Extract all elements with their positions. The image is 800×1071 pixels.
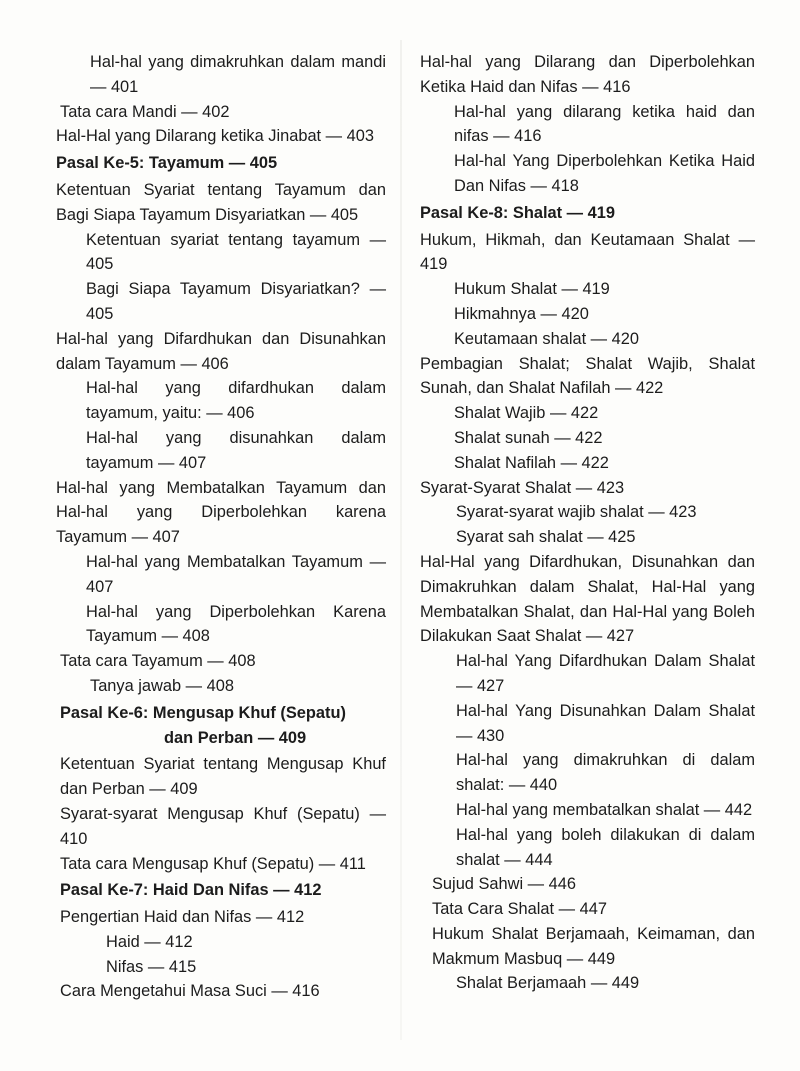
toc-entry: Hal-hal yang membatalkan shalat — 442 <box>456 800 753 819</box>
toc-entry: Shalat Nafilah — 422 <box>454 453 609 472</box>
toc-chapter-heading: Pasal Ke-8: Shalat — 419 <box>420 203 615 222</box>
toc-entry: Syarat sah shalat — 425 <box>456 528 636 547</box>
toc-entry: Pengertian Haid dan Nifas — 412 <box>60 908 305 927</box>
toc-entry: Hal-hal yang Dilarang dan Diperbolehkan Ketika Haid dan Nifas — 416 <box>420 53 755 96</box>
toc-entry: Shalat Berjamaah — 449 <box>456 974 640 993</box>
toc-entry: Syarat-syarat Mengusap Khuf (Sepatu) — 410 <box>60 804 386 848</box>
toc-entry: Keutamaan shalat — 420 <box>454 329 639 348</box>
toc-entry: Tata Cara Shalat — 447 <box>432 900 607 919</box>
toc-entry: Hal-hal yang dimakruhkan di dalam shalat: — 440 <box>456 751 755 795</box>
toc-entry: Hukum Shalat Berjamaah, Keimaman, dan Makmum Masbuq — 449 <box>432 924 755 968</box>
left-column <box>56 50 386 1004</box>
toc-entry: Haid — 412 <box>106 932 193 951</box>
toc-entry: Hal-hal yang dilarang ketika haid dan nifas — 416 <box>454 102 755 146</box>
toc-entry: Tata cara Tayamum — 408 <box>60 652 256 671</box>
toc-entry: Hal-hal Yang Disunahkan Dalam Shalat — 430 <box>456 701 755 745</box>
toc-entry: Sujud Sahwi — 446 <box>432 875 576 894</box>
toc-entry: Hal-Hal yang Difardhukan, Disunahkan dan Dimakruhkan dalam Shalat, Hal-Hal yang Membatalkan Shalat, dan Hal-Hal yang Boleh Dilakukan Saat Shalat — 427 <box>420 552 755 646</box>
toc-entry: Hal-hal Yang Difardhukan Dalam Shalat — 427 <box>456 652 755 695</box>
right-column <box>420 50 755 996</box>
toc-chapter-heading: Pasal Ke-7: Haid Dan Nifas — 412 <box>60 881 322 900</box>
toc-entry: Shalat sunah — 422 <box>454 428 603 447</box>
toc-entry: Tanya jawab — 408 <box>90 676 234 695</box>
toc-entry: Bagi Siapa Tayamum Disyariatkan? — 405 <box>86 280 386 323</box>
toc-entry: Syarat-syarat wajib shalat — 423 <box>456 503 697 522</box>
toc-entry: Tata cara Mandi — 402 <box>60 102 230 121</box>
gutter-shadow <box>400 40 402 1040</box>
heading-line-1: Pasal Ke-6: Mengusap Khuf (Sepatu) <box>60 703 346 722</box>
toc-entry: Hal-hal yang Membatalkan Tayamum — 407 <box>86 552 386 596</box>
toc-chapter-heading <box>56 701 386 751</box>
heading-line-2: dan Perban — 409 <box>164 728 307 747</box>
toc-entry: Ketentuan Syariat tentang Tayamum dan Bagi Siapa Tayamum Disyariatkan — 405 <box>56 180 386 224</box>
toc-entry: Nifas — 415 <box>106 957 197 976</box>
toc-entry: Pembagian Shalat; Shalat Wajib, Shalat Sunah, dan Shalat Nafilah — 422 <box>420 354 755 398</box>
toc-entry: Hal-hal yang difardhukan dalam tayamum, yaitu: — 406 <box>86 379 386 423</box>
toc-entry: Hal-hal yang Membatalkan Tayamum dan Hal-hal yang Diperbolehkan karena Tayamum — 407 <box>56 478 386 547</box>
toc-entry: Syarat-Syarat Shalat — 423 <box>420 478 625 497</box>
toc-entry: Hal-hal yang Difardhukan dan Disunahkan dalam Tayamum — 406 <box>56 329 386 373</box>
toc-entry: Shalat Wajib — 422 <box>454 404 599 423</box>
toc-entry: Hikmahnya — 420 <box>454 304 589 323</box>
toc-entry: Hukum, Hikmah, dan Keutamaan Shalat — 419 <box>420 230 755 274</box>
toc-chapter-heading: Pasal Ke-5: Tayamum — 405 <box>56 154 278 173</box>
toc-entry: Hal-hal yang boleh dilakukan di dalam shalat — 444 <box>456 825 755 869</box>
toc-entry: Ketentuan Syariat tentang Mengusap Khuf dan Perban — 409 <box>60 755 386 799</box>
toc-entry: Cara Mengetahui Masa Suci — 416 <box>60 982 320 1001</box>
toc-entry: Hal-Hal yang Dilarang ketika Jinabat — 403 <box>56 127 374 146</box>
toc-entry: Hal-hal yang dimakruhkan dalam mandi — 401 <box>90 53 386 96</box>
toc-entry: Hal-hal yang disunahkan dalam tayamum — 407 <box>86 428 386 472</box>
toc-entry: Hal-hal Yang Diperbolehkan Ketika Haid Dan Nifas — 418 <box>454 152 755 195</box>
toc-entry: Hukum Shalat — 419 <box>454 280 610 299</box>
toc-entry: Tata cara Mengusap Khuf (Sepatu) — 411 <box>60 854 366 873</box>
toc-entry: Ketentuan syariat tentang tayamum — 405 <box>86 230 386 274</box>
toc-entry: Hal-hal yang Diperbolehkan Karena Tayamum — 408 <box>86 602 386 646</box>
